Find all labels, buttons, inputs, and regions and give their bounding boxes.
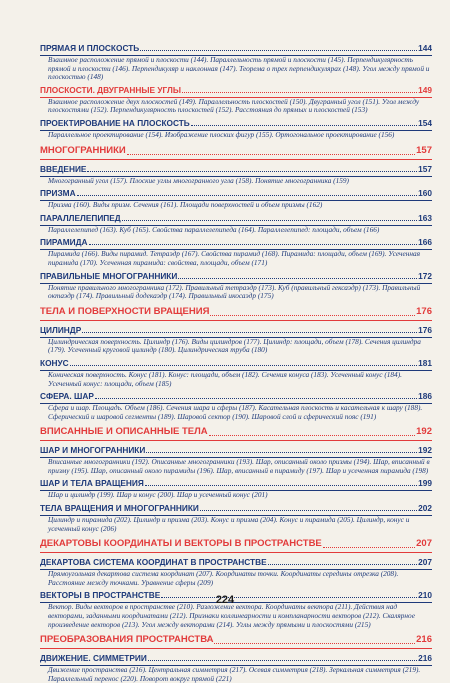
section-entry-page: 157 (418, 163, 432, 174)
leader-dots (209, 435, 415, 436)
section-entry-page: 163 (418, 212, 432, 223)
chapter-rule (40, 648, 432, 649)
section-entry[interactable] (40, 271, 432, 281)
section-entry-page: 202 (418, 503, 432, 514)
section-summary: Взаимное расположение прямой и плоскости (144). Параллельность прямой и плоскости (145). Перпендикулярность прямой и плоскости (146). Перпендикуляр и наклонная (147). Теорема о трех перпендикулярах (148). Угол между прямой и плоскостью (148) (48, 55, 430, 82)
leader-dots (82, 332, 417, 333)
section-entry-title: ПАРАЛЛЕЛЕПИПЕД (40, 212, 121, 223)
section-entry-title: СФЕРА. ШАР (40, 391, 94, 402)
section-entry-page: 144 (418, 43, 432, 53)
section-entry-page: 192 (418, 445, 432, 456)
leader-dots (140, 50, 417, 51)
section-entry-page: 199 (418, 478, 432, 489)
section-entry-title: ШАР И МНОГОГРАННИКИ (40, 445, 146, 456)
leader-dots (70, 365, 417, 366)
section-entry-page: 181 (418, 357, 432, 368)
section-summary: Многогранный угол (157). Плоские углы многогранного угла (158). Понятие многогранника (159) (48, 175, 349, 185)
chapter-entry-title: ТЕЛА И ПОВЕРХНОСТИ ВРАЩЕНИЯ (40, 305, 210, 317)
section-summary: Цилиндрическая поверхность. Цилиндр (176). Виды цилиндров (177). Цилиндр: площади, объем (178). Сечения цилиндра (179). Усеченный круговой цилиндр (180). Цилиндрическая труба (180) (48, 336, 421, 355)
section-entry-title: ШАР И ТЕЛА ВРАЩЕНИЯ (40, 478, 144, 489)
section-entry[interactable] (40, 478, 432, 488)
section-summary: Движение пространства (216). Центральная симметрия (217). Осевая симметрия (218). Зеркальная симметрия (219). Параллельный перенос (220). Поворот вокруг прямой (221) (48, 665, 421, 683)
section-entry-page: 176 (418, 324, 432, 335)
leader-dots (127, 154, 415, 155)
section-entry[interactable] (40, 557, 432, 567)
section-entry-title: ВЕКТОРЫ В ПРОСТРАНСТВЕ (40, 590, 161, 601)
chapter-entry-page: 207 (416, 538, 432, 550)
section-entry-title: КОНУС (40, 357, 69, 368)
section-entry-title: ВВЕДЕНИЕ (40, 163, 87, 174)
leader-dots (323, 547, 415, 548)
section-entry-title: ПРИЗМА (40, 188, 76, 199)
section-entry[interactable] (40, 213, 432, 223)
section-entry-title: ПИРАМИДА (40, 237, 88, 248)
section-entry-title: ПРОЕКТИРОВАНИЕ НА ПЛОСКОСТЬ (40, 117, 190, 128)
section-entry-page: 172 (418, 270, 432, 281)
section-summary: Цилиндр и пирамида (202). Цилиндр и призма (203). Конус и призма (204). Конус и пирамида (205). Цилиндр, конус и усеченный конус (206) (48, 515, 410, 533)
leader-dots (87, 171, 417, 172)
leader-dots (89, 244, 418, 245)
leader-dots (145, 485, 417, 486)
section-summary: Сфера и шар. Площадь. Объем (186). Сечения шара и сферы (187). Касательная плоскость и касательная к шару (188). Сферический и шаровой сегменты (189). Шаровой сектор (190). Шаровой слой и сферический пояс (191) (48, 403, 423, 421)
section-entry-title: ТЕЛА ВРАЩЕНИЯ И МНОГОГРАННИКИ (40, 503, 199, 514)
chapter-entry-title: ВПИСАННЫЕ И ОПИСАННЫЕ ТЕЛА (40, 426, 208, 438)
section-summary: Параллельное проектирование (154). Изображение плоских фигур (155). Ортогональное проектирование (156) (48, 129, 395, 139)
section-summary: Параллелепипед (163). Куб (165). Свойства параллелепипеда (164). Параллелепипед: площади, объем (166) (48, 224, 380, 234)
chapter-rule (40, 552, 432, 553)
section-entry-title: ПРЯМАЯ И ПЛОСКОСТЬ (40, 43, 140, 53)
chapter-rule (40, 320, 432, 321)
chapter-entry-page: 192 (416, 426, 432, 438)
section-entry-title: ДВИЖЕНИЕ. СИММЕТРИИ (40, 653, 147, 664)
leader-dots (95, 398, 417, 399)
chapter-block (40, 538, 432, 629)
leader-dots (210, 315, 415, 316)
chapter-entry[interactable] (40, 426, 432, 438)
section-entry-page: 166 (418, 237, 432, 248)
chapter-entry[interactable] (40, 306, 432, 318)
chapter-block (40, 145, 432, 301)
section-summary: Шар и цилиндр (199). Шар и конус (200). Шар и усеченный конус (201) (48, 490, 268, 500)
chapter-entry-title: ПРЕОБРАЗОВАНИЯ ПРОСТРАНСТВА (40, 634, 214, 646)
chapter-block (40, 43, 432, 140)
leader-dots (200, 510, 417, 511)
section-summary: Вписанные многогранники (192). Описанные многогранники (193). Шар, описанный около призмы (194). Шар, вписанный в призму (195). Шар, описанный около пирамиды (196). Шар, вписанный в пирамиду (197). Шар и усеченная пирамида (198) (48, 457, 430, 475)
chapter-entry[interactable] (40, 634, 432, 646)
section-entry[interactable] (40, 391, 432, 401)
chapter-entry[interactable] (40, 145, 432, 157)
leader-dots (77, 195, 418, 196)
section-entry-title: ЦИЛИНДР (40, 324, 82, 335)
chapter-rule (40, 159, 432, 160)
leader-dots (178, 278, 417, 279)
section-entry[interactable] (40, 164, 432, 174)
section-summary: Прямоугольная декартова система координат (207). Координаты точки. Координаты середины отрезка (208). Расстояние между точками. Уравнение сферы (209) (48, 569, 399, 587)
section-entry[interactable] (40, 43, 432, 53)
section-entry-page: 154 (418, 117, 432, 128)
section-entry-title: ДЕКАРТОВА СИСТЕМА КООРДИНАТ В ПРОСТРАНСТВЕ (40, 557, 267, 568)
section-summary: Коническая поверхность. Конус (181). Конус: площади, объем (182). Сечения конуса (183). Усеченный конус (184). Усеченный конус: площади, объем (185) (48, 369, 402, 388)
section-summary: Понятие правильного многогранника (172). Правильный тетраэдр (173). Куб (правильный гексаэдр) (173). Правильный октаэдр (174). Правильный додекаэдр (174). Правильный икосаэдр (175) (48, 282, 421, 301)
leader-dots (148, 660, 417, 661)
chapter-rule (40, 440, 432, 441)
chapter-entry-title: ДЕКАРТОВЫ КООРДИНАТЫ И ВЕКТОРЫ В ПРОСТРАНСТВЕ (40, 538, 322, 550)
section-entry[interactable] (40, 85, 432, 95)
chapter-block (40, 306, 432, 422)
page-number: 224 (215, 594, 235, 606)
section-entry[interactable] (40, 237, 432, 247)
section-entry[interactable] (40, 118, 432, 128)
leader-dots (191, 125, 417, 126)
section-entry-page: 186 (418, 391, 432, 402)
leader-dots (214, 643, 415, 644)
chapter-block (40, 426, 432, 533)
section-entry-page: 149 (418, 84, 432, 95)
section-entry-page: 210 (418, 590, 432, 601)
section-entry-page: 160 (418, 188, 432, 199)
chapter-entry-page: 157 (416, 144, 432, 156)
section-entry[interactable] (40, 445, 432, 455)
section-summary: Пирамида (166). Виды пирамид. Тетраэдр (167). Свойства пирамид (168). Пирамида: площади, объем (169). Усеченная пирамида (170). Усеченная пирамида: свойства, площади, объем (171) (48, 249, 421, 267)
leader-dots (182, 92, 417, 93)
section-entry[interactable] (40, 188, 432, 198)
section-entry-title: ПЛОСКОСТИ. ДВУГРАННЫЕ УГЛЫ (40, 84, 181, 95)
chapter-entry-title: МНОГОГРАННИКИ (40, 144, 126, 156)
chapter-entry-page: 176 (416, 305, 432, 317)
leader-dots (268, 564, 418, 565)
section-entry[interactable] (40, 358, 432, 368)
section-entry[interactable] (40, 325, 432, 335)
section-entry[interactable] (40, 503, 432, 513)
leader-dots (122, 220, 417, 221)
chapter-block (40, 634, 432, 683)
section-entry-title: ПРАВИЛЬНЫЕ МНОГОГРАННИКИ (40, 270, 178, 281)
section-summary: Вектор. Виды векторов в пространстве (210). Разложение вектора. Координаты вектора (211). Действия над векторами, заданными координатами (212). Признаки коллинеарности и компланарности векторов (212). Скалярное произведение векторов (213). Угол между векторами (214). Углы между прямыми и плоскостями (215) (48, 602, 415, 629)
section-entry-page: 207 (418, 557, 432, 568)
section-summary: Призма (160). Виды призм. Сечения (161). Площади поверхностей и объем призмы (162) (48, 200, 323, 210)
chapter-entry[interactable] (40, 538, 432, 550)
section-summary: Взаимное расположение двух плоскостей (149). Параллельность плоскостей (150). Двугранный угол (151). Угол между плоскостями (152). Перпендикулярность плоскостей (152). Расстояния до прямых и плоскостей (153) (48, 96, 420, 115)
section-entry-page: 216 (418, 653, 432, 664)
leader-dots (146, 452, 417, 453)
section-entry[interactable] (40, 653, 432, 663)
table-of-contents (40, 40, 432, 683)
chapter-entry-page: 216 (416, 634, 432, 646)
